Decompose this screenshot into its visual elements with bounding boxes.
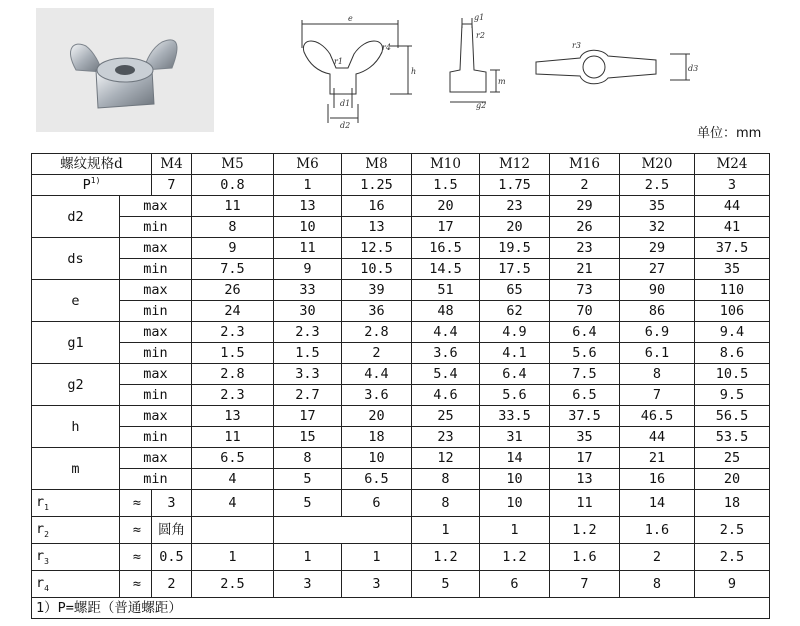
table-row — [32, 196, 770, 217]
size-header: M4 — [152, 154, 192, 175]
param-value: 6.4 — [480, 364, 550, 385]
radius-value: 4 — [192, 490, 274, 517]
radius-value: 1 — [342, 544, 412, 571]
limit-label: min — [120, 217, 192, 238]
table-row — [32, 427, 770, 448]
param-value: 37.5 — [695, 238, 770, 259]
param-value: 70 — [550, 301, 620, 322]
param-value: 8 — [192, 217, 274, 238]
radius-value: 8 — [620, 571, 695, 598]
radius-value: 3 — [342, 571, 412, 598]
radius-value: 11 — [550, 490, 620, 517]
limit-label: max — [120, 280, 192, 301]
dimension-drawing — [290, 8, 710, 133]
pitch-value: 0.8 — [192, 175, 274, 196]
table-row — [32, 364, 770, 385]
param-value: 110 — [695, 280, 770, 301]
param-value: 2.8 — [342, 322, 412, 343]
param-value: 23 — [480, 196, 550, 217]
param-value: 8 — [620, 364, 695, 385]
radius-value: 1 — [480, 517, 550, 544]
param-value: 5.6 — [550, 343, 620, 364]
size-header: M8 — [342, 154, 412, 175]
param-value: 16.5 — [412, 238, 480, 259]
header-row — [32, 154, 770, 175]
radius-value: 2.5 — [192, 571, 274, 598]
radius-value: 2.5 — [695, 517, 770, 544]
label-h: h — [411, 67, 417, 76]
param-value: 53.5 — [695, 427, 770, 448]
radius-row — [32, 571, 770, 598]
footnote: 1）P=螺距（普通螺距） — [32, 598, 770, 619]
radius-name: $r_1$ — [32, 490, 120, 517]
param-value: 21 — [550, 259, 620, 280]
radius-name: $r_3$ — [32, 544, 120, 571]
param-value: 33 — [274, 280, 342, 301]
param-value: 4.9 — [480, 322, 550, 343]
limit-label: max — [120, 448, 192, 469]
param-value: 27 — [620, 259, 695, 280]
pitch-value: 1.75 — [480, 175, 550, 196]
label-r4: r4 — [382, 43, 391, 52]
param-value: 11 — [192, 427, 274, 448]
pitch-value: 2.5 — [620, 175, 695, 196]
param-value: 6.4 — [550, 322, 620, 343]
size-header: M6 — [274, 154, 342, 175]
table-row — [32, 385, 770, 406]
param-value: 17 — [412, 217, 480, 238]
table-row — [32, 343, 770, 364]
label-r2: r2 — [476, 31, 485, 40]
pitch-value: 1 — [274, 175, 342, 196]
param-value: 29 — [550, 196, 620, 217]
table-row — [32, 217, 770, 238]
approx-sign: ≈ — [120, 571, 152, 598]
table-row — [32, 469, 770, 490]
size-header: M24 — [695, 154, 770, 175]
size-header: M12 — [480, 154, 550, 175]
footnote-row — [32, 598, 770, 619]
param-value: 26 — [192, 280, 274, 301]
param-value: 30 — [274, 301, 342, 322]
param-value: 6.9 — [620, 322, 695, 343]
param-value: 10 — [342, 448, 412, 469]
label-d3: d3 — [688, 64, 699, 73]
param-value: 20 — [342, 406, 412, 427]
param-value: 13 — [550, 469, 620, 490]
pitch-value: 2 — [550, 175, 620, 196]
radius-value: 2 — [152, 571, 192, 598]
radius-value: 6 — [342, 490, 412, 517]
param-value: 9.4 — [695, 322, 770, 343]
param-value: 2 — [342, 343, 412, 364]
param-value: 11 — [274, 238, 342, 259]
param-name: g2 — [32, 364, 120, 406]
param-value: 26 — [550, 217, 620, 238]
param-value: 10 — [274, 217, 342, 238]
param-value: 2.3 — [192, 322, 274, 343]
param-value: 23 — [412, 427, 480, 448]
param-value: 36 — [342, 301, 412, 322]
label-g2: g2 — [476, 101, 487, 110]
param-value: 90 — [620, 280, 695, 301]
param-name: e — [32, 280, 120, 322]
table-row — [32, 406, 770, 427]
radius-value: 1.6 — [620, 517, 695, 544]
param-value: 5 — [274, 469, 342, 490]
param-value: 14 — [480, 448, 550, 469]
front-view — [302, 20, 412, 123]
approx-sign: ≈ — [120, 544, 152, 571]
limit-label: min — [120, 301, 192, 322]
radius-row — [32, 544, 770, 571]
radius-value: 1.2 — [412, 544, 480, 571]
param-value: 7 — [620, 385, 695, 406]
param-value: 35 — [695, 259, 770, 280]
param-name: ds — [32, 238, 120, 280]
top-view — [536, 50, 690, 84]
param-value: 10.5 — [695, 364, 770, 385]
param-value: 17.5 — [480, 259, 550, 280]
param-value: 24 — [192, 301, 274, 322]
param-name: m — [32, 448, 120, 490]
param-value: 4.1 — [480, 343, 550, 364]
param-value: 3.6 — [412, 343, 480, 364]
radius-value: 18 — [695, 490, 770, 517]
table-row — [32, 280, 770, 301]
radius-value: 1.2 — [550, 517, 620, 544]
approx-sign: ≈ — [120, 490, 152, 517]
radius-value: 1 — [274, 544, 342, 571]
param-value: 35 — [620, 196, 695, 217]
param-name: d2 — [32, 196, 120, 238]
spec-header: 螺纹规格d — [32, 154, 152, 175]
param-value: 12 — [412, 448, 480, 469]
param-value: 9 — [274, 259, 342, 280]
radius-subscript: 4 — [44, 584, 49, 593]
param-value: 23 — [550, 238, 620, 259]
radius-value: 2 — [620, 544, 695, 571]
radius-row — [32, 517, 770, 544]
approx-sign: ≈ — [120, 517, 152, 544]
radius-value: 1 — [192, 544, 274, 571]
param-value: 9 — [192, 238, 274, 259]
param-value: 31 — [480, 427, 550, 448]
radius-value: 7 — [550, 571, 620, 598]
param-value: 2.8 — [192, 364, 274, 385]
label-r3: r3 — [572, 41, 581, 50]
radius-value: 5 — [274, 490, 342, 517]
param-value: 44 — [695, 196, 770, 217]
param-value: 16 — [620, 469, 695, 490]
limit-label: max — [120, 238, 192, 259]
param-value: 13 — [192, 406, 274, 427]
pitch-value: 1.5 — [412, 175, 480, 196]
param-value: 12.5 — [342, 238, 412, 259]
param-value: 41 — [695, 217, 770, 238]
param-value: 6.5 — [192, 448, 274, 469]
label-m: m — [498, 77, 506, 86]
param-value: 8 — [274, 448, 342, 469]
param-value: 25 — [412, 406, 480, 427]
param-value: 44 — [620, 427, 695, 448]
param-value: 7.5 — [550, 364, 620, 385]
limit-label: min — [120, 427, 192, 448]
param-value: 13 — [274, 196, 342, 217]
param-value: 20 — [695, 469, 770, 490]
param-value: 5.6 — [480, 385, 550, 406]
param-value: 32 — [620, 217, 695, 238]
param-value: 6.5 — [342, 469, 412, 490]
pitch-footnote-mark: 1) — [90, 176, 101, 185]
size-header: M20 — [620, 154, 695, 175]
size-header: M16 — [550, 154, 620, 175]
limit-label: max — [120, 406, 192, 427]
param-value: 4 — [192, 469, 274, 490]
param-value: 20 — [412, 196, 480, 217]
radius-value — [274, 517, 412, 544]
param-value: 21 — [620, 448, 695, 469]
table-row — [32, 259, 770, 280]
radius-value: 2.5 — [695, 544, 770, 571]
radius-value: 0.5 — [152, 544, 192, 571]
pitch-value: 1.25 — [342, 175, 412, 196]
limit-label: min — [120, 469, 192, 490]
param-value: 2.3 — [192, 385, 274, 406]
param-value: 33.5 — [480, 406, 550, 427]
radius-value — [192, 517, 274, 544]
radius-value: 3 — [152, 490, 192, 517]
radius-name: $r_2$ — [32, 517, 120, 544]
label-d2: d2 — [340, 121, 351, 130]
radius-value: 14 — [620, 490, 695, 517]
label-d1: d1 — [340, 99, 351, 108]
limit-label: min — [120, 343, 192, 364]
param-value: 4.4 — [412, 322, 480, 343]
param-value: 3.6 — [342, 385, 412, 406]
param-value: 8.6 — [695, 343, 770, 364]
param-value: 62 — [480, 301, 550, 322]
param-value: 10.5 — [342, 259, 412, 280]
label-e: e — [348, 14, 353, 23]
spec-table — [31, 153, 770, 619]
param-value: 6.5 — [550, 385, 620, 406]
param-value: 6.1 — [620, 343, 695, 364]
param-value: 15 — [274, 427, 342, 448]
param-value: 16 — [342, 196, 412, 217]
param-value: 51 — [412, 280, 480, 301]
param-value: 46.5 — [620, 406, 695, 427]
param-value: 11 — [192, 196, 274, 217]
param-value: 1.5 — [192, 343, 274, 364]
param-value: 29 — [620, 238, 695, 259]
pitch-row — [32, 175, 770, 196]
label-r1: r1 — [334, 57, 343, 66]
param-value: 25 — [695, 448, 770, 469]
side-view — [450, 18, 500, 102]
param-value: 5.4 — [412, 364, 480, 385]
radius-row — [32, 490, 770, 517]
param-value: 4.4 — [342, 364, 412, 385]
param-value: 1.5 — [274, 343, 342, 364]
limit-label: max — [120, 322, 192, 343]
param-value: 20 — [480, 217, 550, 238]
param-value: 19.5 — [480, 238, 550, 259]
limit-label: max — [120, 196, 192, 217]
limit-label: min — [120, 259, 192, 280]
radius-value: 1 — [412, 517, 480, 544]
param-name: g1 — [32, 322, 120, 364]
param-value: 7.5 — [192, 259, 274, 280]
param-value: 8 — [412, 469, 480, 490]
unit-label: 单位：mm — [697, 126, 762, 141]
param-value: 2.7 — [274, 385, 342, 406]
param-value: 3.3 — [274, 364, 342, 385]
table-row — [32, 448, 770, 469]
limit-label: min — [120, 385, 192, 406]
param-value: 17 — [550, 448, 620, 469]
pitch-label: $P^{1)}$ — [32, 175, 152, 196]
param-value: 4.6 — [412, 385, 480, 406]
param-value: 56.5 — [695, 406, 770, 427]
radius-value: 5 — [412, 571, 480, 598]
radius-value: 1.2 — [480, 544, 550, 571]
radius-subscript: 2 — [44, 530, 49, 539]
radius-value: 8 — [412, 490, 480, 517]
param-value: 73 — [550, 280, 620, 301]
table-row — [32, 322, 770, 343]
param-value: 13 — [342, 217, 412, 238]
radius-value: 10 — [480, 490, 550, 517]
param-value: 37.5 — [550, 406, 620, 427]
param-value: 48 — [412, 301, 480, 322]
limit-label: max — [120, 364, 192, 385]
param-value: 106 — [695, 301, 770, 322]
param-value: 14.5 — [412, 259, 480, 280]
param-value: 9.5 — [695, 385, 770, 406]
radius-name: $r_4$ — [32, 571, 120, 598]
label-g1: g1 — [474, 13, 485, 22]
size-header: M10 — [412, 154, 480, 175]
radius-value: 1.6 — [550, 544, 620, 571]
param-value: 18 — [342, 427, 412, 448]
pitch-value: 3 — [695, 175, 770, 196]
table-row — [32, 238, 770, 259]
radius-subscript: 1 — [44, 503, 49, 512]
param-value: 17 — [274, 406, 342, 427]
param-value: 86 — [620, 301, 695, 322]
size-header: M5 — [192, 154, 274, 175]
param-name: h — [32, 406, 120, 448]
param-value: 65 — [480, 280, 550, 301]
table-row — [32, 301, 770, 322]
radius-value: 6 — [480, 571, 550, 598]
param-value: 39 — [342, 280, 412, 301]
radius-value: 3 — [274, 571, 342, 598]
radius-value: 圆角 — [152, 517, 192, 544]
param-value: 2.3 — [274, 322, 342, 343]
radius-subscript: 3 — [44, 557, 49, 566]
pitch-value: 7 — [152, 175, 192, 196]
param-value: 35 — [550, 427, 620, 448]
param-value: 10 — [480, 469, 550, 490]
wing-nut-photo — [36, 8, 214, 132]
radius-value: 9 — [695, 571, 770, 598]
